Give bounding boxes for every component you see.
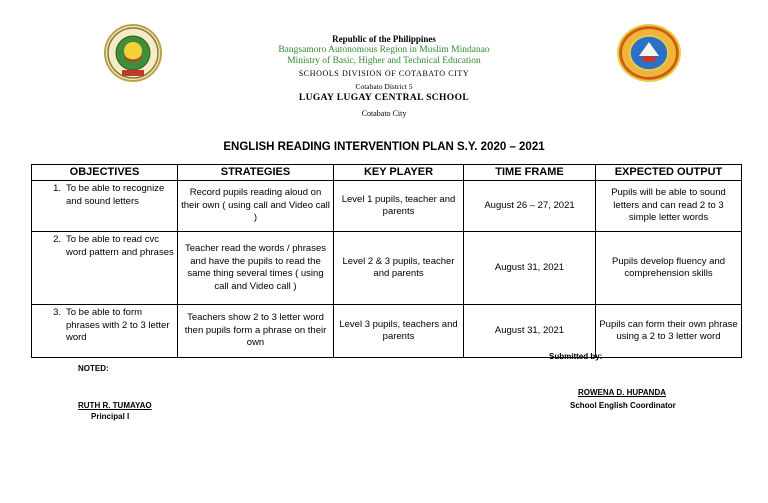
row-number: 3. — [53, 307, 61, 318]
submitter-name: ROWENA D. HUPANDA — [578, 388, 666, 397]
objective-cell — [32, 181, 178, 232]
time-frame-cell: August 31, 2021 — [464, 232, 596, 305]
objective-text: To be able to read cvc word pattern and phrases — [66, 234, 174, 258]
noter-name: RUTH R. TUMAYAO — [78, 401, 152, 410]
table-row — [32, 232, 742, 305]
submitter-title: School English Coordinator — [570, 401, 676, 410]
republic-heading: Republic of the Philippines — [332, 34, 436, 44]
table-header-row — [32, 165, 742, 181]
expected-output-cell: Pupils will be able to sound letters and can read 2 to 3 simple letter words — [596, 181, 742, 232]
key-player-cell: Level 2 & 3 pupils, teacher and parents — [334, 232, 464, 305]
time-frame-cell: August 26 – 27, 2021 — [464, 181, 596, 232]
school-name: LUGAY LUGAY CENTRAL SCHOOL — [298, 93, 470, 103]
key-player-cell: Level 1 pupils, teacher and parents — [334, 181, 464, 232]
header-key-player: KEY PLAYER — [334, 165, 464, 181]
barmm-seal-icon — [106, 26, 160, 80]
objective-text: To be able to form phrases with 2 to 3 letter word — [66, 307, 170, 343]
city-heading: Cotabato City — [361, 109, 407, 118]
expected-output-cell: Pupils can form their own phrase using a 2 to 3 letter word — [596, 305, 742, 358]
district-heading: Cotabato District 5 — [355, 82, 413, 91]
table-row — [32, 181, 742, 232]
strategy-cell: Teacher read the words / phrases and have the pupils to read the same thing several times ( using call and Video call ) — [178, 232, 334, 305]
objective-text: To be able to recognize and sound letters — [66, 183, 165, 207]
header-expected-output: EXPECTED OUTPUT — [596, 165, 742, 181]
noted-label: NOTED: — [78, 364, 109, 373]
time-frame-cell: August 31, 2021 — [464, 305, 596, 358]
region-heading: Bangsamoro Autonomous Region in Muslim Mindanao — [278, 45, 490, 55]
submitted-by-label: Submitted by: — [549, 352, 603, 361]
row-number: 1. — [53, 183, 61, 194]
strategy-cell: Record pupils reading aloud on their own ( using call and Video call ) — [178, 181, 334, 232]
strategy-cell: Teachers show 2 to 3 letter word then pupils form a phrase on their own — [178, 305, 334, 358]
division-seal — [617, 24, 681, 82]
document-title: ENGLISH READING INTERVENTION PLAN S.Y. 2020 – 2021 — [223, 141, 545, 153]
row-number: 2. — [53, 234, 61, 245]
noter-title: Principal I — [91, 412, 130, 421]
header-objectives: OBJECTIVES — [32, 165, 178, 181]
division-seal-icon — [619, 26, 679, 80]
objective-cell — [32, 305, 178, 358]
expected-output-cell: Pupils develop fluency and comprehension skills — [596, 232, 742, 305]
table-row — [32, 305, 742, 358]
division-heading: SCHOOLS DIVISION OF COTABATO CITY — [298, 69, 470, 78]
ministry-heading: Ministry of Basic, Higher and Technical Education — [287, 56, 481, 66]
intervention-plan-table — [31, 164, 742, 358]
key-player-cell: Level 3 pupils, teachers and parents — [334, 305, 464, 358]
header-strategies: STRATEGIES — [178, 165, 334, 181]
barmm-seal — [104, 24, 162, 82]
objective-cell — [32, 232, 178, 305]
header-time-frame: TIME FRAME — [464, 165, 596, 181]
